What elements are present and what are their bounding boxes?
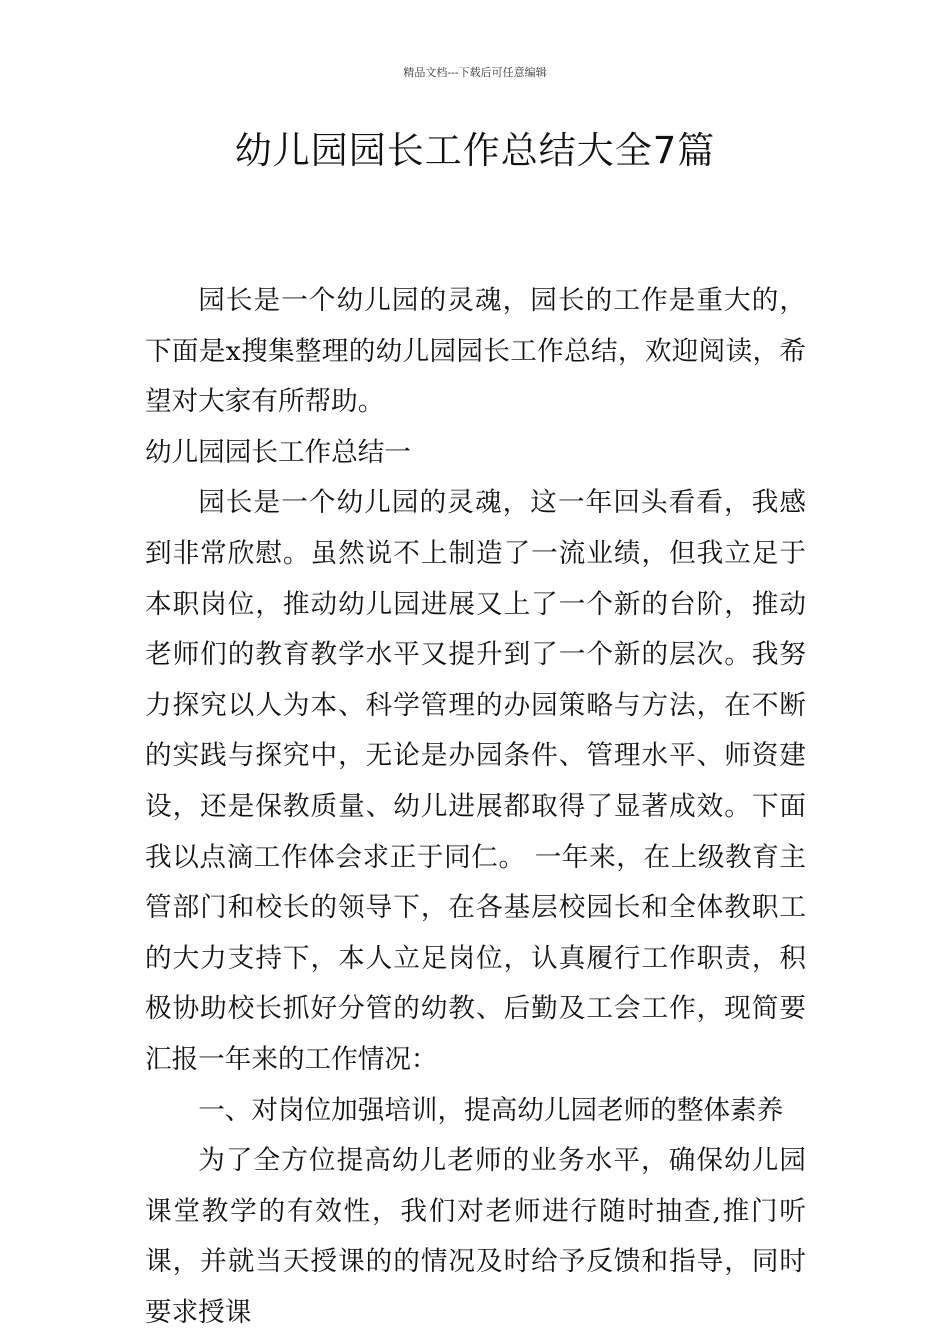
section-heading: 幼儿园园长工作总结一: [145, 436, 411, 468]
subheading: 一、对岗位加强培训，提高幼儿园老师的整体素养: [198, 1094, 784, 1126]
page-header-note: 精品文档---下载后可任意编辑: [403, 66, 547, 79]
document-title: 幼儿园园长工作总结大全7篇: [234, 129, 716, 172]
document-body: [145, 276, 806, 1338]
intro-paragraph: 园长是一个幼儿园的灵魂，园长的工作是重大的，下面是x搜集整理的幼儿园园长工作总结，欢迎阅读，希望对大家有所帮助。: [145, 285, 806, 418]
body-paragraph: 园长是一个幼儿园的灵魂，这一年回头看看，我感到非常欣慰。虽然说不上制造了一流业绩，但我立足于本职岗位，推动幼儿园进展又上了一个新的台阶，推动老师们的教育教学水平又提升到了一个新的层次。我努力探究以人为本、科学管理的办园策略与方法，在不断的实践与探究中，无论是办园条件、管理水平、师资建设，还是保教质量、幼儿进展都取得了显著成效。下面我以点滴工作体会求正于同仁。 一年来，在上级教育主管部门和校长的领导下，在各基层校园长和全体教职工的大力支持下，本人立足岗位，认真履行工作职责，积极协助校长抓好分管的幼教、后勤及工会工作，现简要汇报一年来的工作情况：: [145, 487, 806, 1075]
body-paragraph-2: 为了全方位提高幼儿老师的业务水平，确保幼儿园课堂教学的有效性，我们对老师进行随时抽查,推门听课，并就当天授课的的情况及时给予反馈和指导，同时要求授课: [145, 1145, 806, 1328]
